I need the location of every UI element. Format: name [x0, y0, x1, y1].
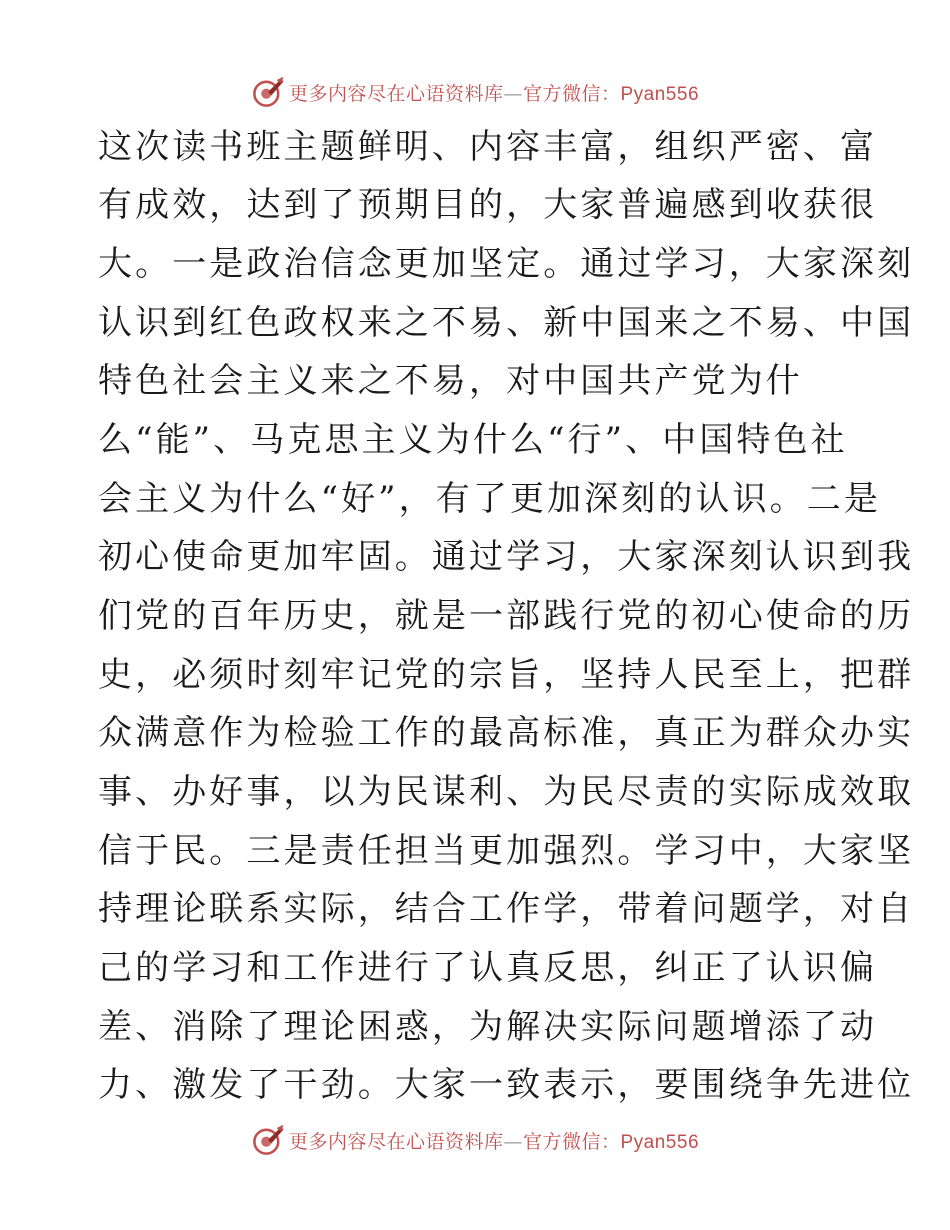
body-line: 们党的百年历史，就是一部践行党的初心使命的历 [98, 596, 915, 636]
body-line: 大。一是政治信念更加坚定。通过学习，大家深刻 [98, 244, 915, 284]
body-line: 初心使命更加牢固。通过学习，大家深刻认识到我 [98, 537, 915, 577]
header-watermark [0, 72, 950, 112]
body-line: 么“能”、马克思主义为什么“行”、中国特色社 [98, 420, 848, 460]
footer-watermark [0, 1120, 950, 1160]
body-line: 力、激发了干劲。大家一致表示，要围绕争先进位 [98, 1065, 915, 1105]
quill-logo-icon [251, 1123, 285, 1157]
body-line: 史，必须时刻牢记党的宗旨，坚持人民至上，把群 [98, 655, 915, 695]
body-line: 信于民。三是责任担当更加强烈。学习中，大家坚 [98, 831, 915, 871]
body-line: 有成效，达到了预期目的，大家普遍感到收获很 [98, 185, 878, 225]
body-line: 持理论联系实际，结合工作学，带着问题学，对自 [98, 889, 915, 929]
body-line: 认识到红色政权来之不易、新中国来之不易、中国 [98, 303, 915, 343]
body-line: 众满意作为检验工作的最高标准，真正为群众办实 [98, 713, 915, 753]
quill-logo-icon [251, 75, 285, 109]
body-line: 特色社会主义来之不易，对中国共产党为什 [98, 361, 803, 401]
watermark-text: 更多内容尽在心语资料库—官方微信：Pyan556 [288, 82, 700, 105]
body-line: 会主义为什么“好”，有了更加深刻的认识。二是 [98, 479, 881, 519]
body-line: 差、消除了理论困惑，为解决实际问题增添了动 [98, 1007, 878, 1047]
body-line: 这次读书班主题鲜明、内容丰富，组织严密、富 [98, 127, 878, 167]
watermark-text: 更多内容尽在心语资料库—官方微信：Pyan556 [288, 1130, 700, 1153]
body-line: 事、办好事，以为民谋利、为民尽责的实际成效取 [98, 772, 915, 812]
body-line: 己的学习和工作进行了认真反思，纠正了认识偏 [98, 948, 878, 988]
